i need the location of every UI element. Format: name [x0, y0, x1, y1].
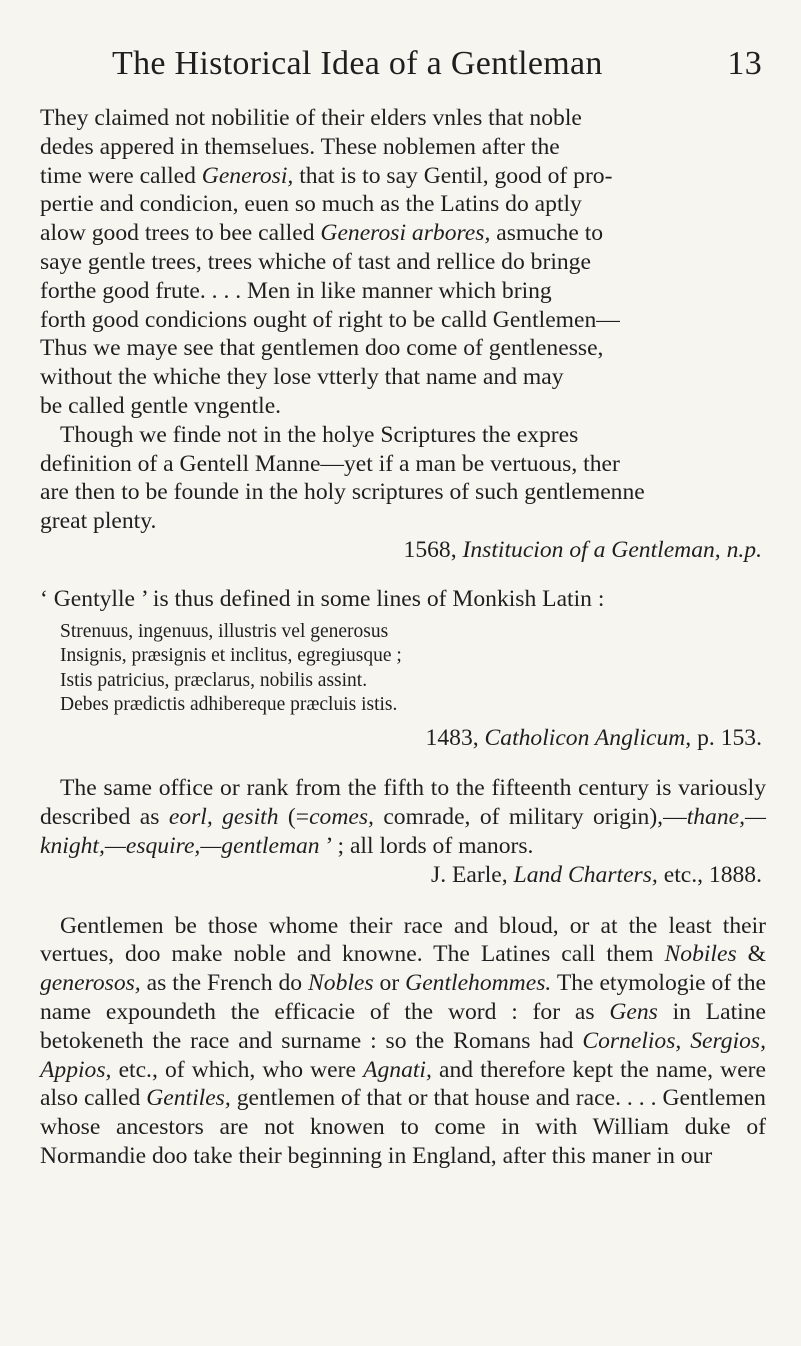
citation-year: 1483,	[425, 724, 479, 751]
text-line: forthe good frute. . . . Men in like manner which bring	[40, 277, 552, 304]
paragraph-earle: The same office or rank from the fifth to the fifteenth century is variously described as eorl, gesith (=comes, comrade, of military origin),—thane,—knight,—esquire,—gentleman ’ ; all lords of manors.	[40, 775, 766, 859]
citation-catholicon	[40, 724, 766, 753]
text-line: definition of a Gentell Manne—yet if a man be vertuous, ther	[40, 450, 620, 477]
running-head	[112, 44, 762, 84]
text-line: They claimed not nobilitie of their elders vnles that noble	[40, 105, 582, 131]
text-line: great plenty.	[40, 508, 157, 535]
italic-term: Generosi,	[201, 162, 294, 189]
verse-line: Istis patricius, præclarus, nobilis assint.	[60, 669, 368, 691]
text-line: Thus we maye see that gentlemen doo come of gentlenesse,	[40, 335, 604, 362]
citation-institucion	[40, 536, 766, 565]
citation-rest: etc., 1888.	[663, 861, 762, 888]
verse-line: Debes prædictis adhibereque præcluis istis.	[60, 694, 398, 716]
text-line: saye gentle trees, trees whiche of tast and rellice do bringe	[40, 248, 591, 275]
text-line: dedes appered in themselues. These noblemen after the	[40, 133, 560, 160]
text-line: alow good trees to bee called Generosi arbores, asmuche to	[40, 220, 604, 247]
citation-earle	[40, 861, 766, 890]
quotation-institucion	[40, 104, 766, 536]
citation-year: 1568,	[403, 536, 457, 563]
citation-author: J. Earle,	[431, 861, 508, 888]
page-number: 13	[727, 45, 762, 82]
text-line: pertie and condicion, euen so much as the Latins do aptly	[40, 191, 582, 218]
text-line: without the whiche they lose vtterly that name and may	[40, 364, 564, 391]
latin-intro: ‘ Gentylle ’ is thus defined in some lines of Monkish Latin :	[40, 585, 605, 612]
citation-work: Land Charters,	[513, 861, 658, 888]
citation-page: p. 153.	[697, 724, 762, 751]
paragraph-gentlemen: Gentlemen be those whome their race and bloud, or at the least their vertues, doo make noble and knowne. The Latines call them Nobiles & generosos, as the French do Nobles or Gentlehommes. The etymologie of the name expoundeth the efficacie of the word : for as Gens in Latine betokeneth the race and surname : so the Romans had Cornelios, Sergios, Appios, etc., of which, who were Agnati, and therefore kept the name, were also called Gentiles, gentlemen of that or that house and race. . . . Gentlemen whose ancestors are not knowen to come in with William duke of Normandie doo take their beginning in England, after this maner in our	[40, 912, 767, 1169]
text-line: time were called Generosi, that is to say Gentil, good of pro-	[40, 162, 613, 189]
text-line: forth good condicions ought of right to be calld Gentlemen—	[40, 306, 620, 333]
verse-line: Strenuus, ingenuus, illustris vel generosus	[60, 620, 389, 642]
italic-term: Generosi arbores,	[320, 220, 491, 247]
citation-work: Institucion of a Gentleman, n.p.	[462, 536, 762, 563]
text-line: Though we finde not in the holye Scriptures the expres	[60, 421, 579, 448]
running-title: The Historical Idea of a Gentleman	[112, 45, 603, 82]
text-line: be called gentle vngentle.	[40, 392, 282, 419]
page-content	[40, 104, 766, 1171]
latin-verse	[60, 620, 766, 718]
text-line: are then to be founde in the holy scriptures of such gentlemenne	[40, 479, 645, 506]
citation-work: Catholicon Anglicum,	[484, 724, 692, 751]
verse-line: Insignis, præsignis et inclitus, egregiusque ;	[60, 645, 402, 667]
